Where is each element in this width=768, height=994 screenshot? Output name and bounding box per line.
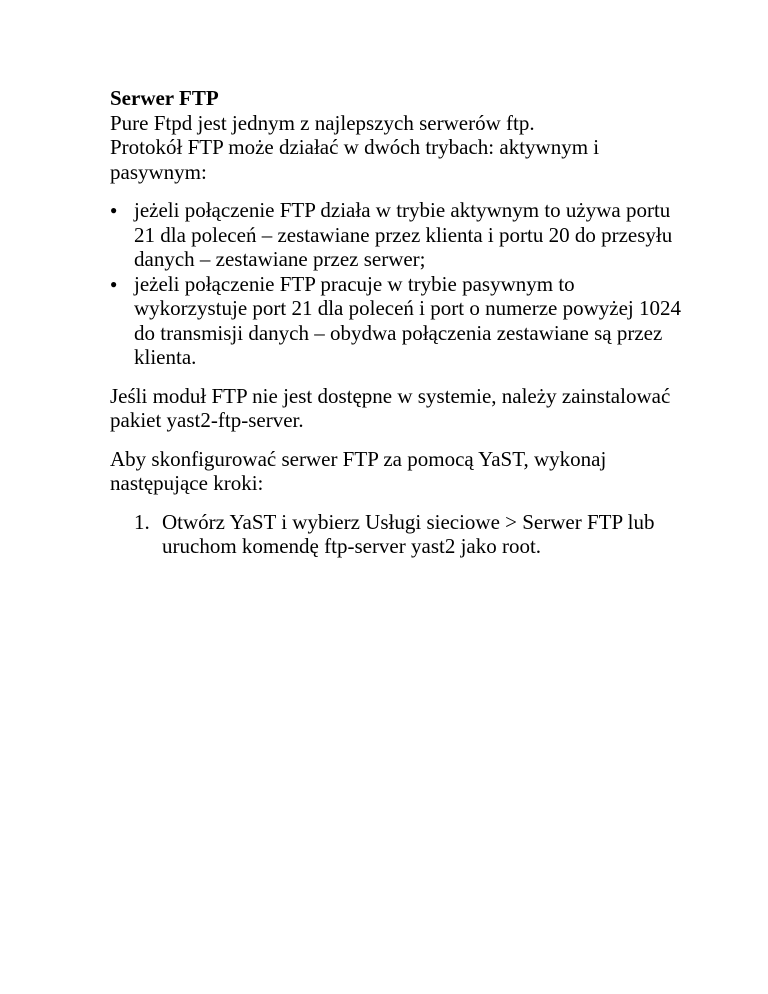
document-page — [110, 86, 690, 559]
list-item-text: jeżeli połączenie FTP pracuje w trybie pasywnym to wykorzystuje port 21 dla poleceń i port o numerze powyżej 1024 do transmisji danych – obydwa połączenia zestawiane są przez klienta. — [134, 271, 682, 369]
list-item-text: jeżeli połączenie FTP działa w trybie aktywnym to używa portu 21 dla poleceń – zestawiane przez klienta i portu 20 do przesyłu danych – zestawiane przez serwer; — [134, 198, 673, 271]
step-item — [110, 510, 690, 559]
steps-intro: Aby skonfigurować serwer FTP za pomocą YaST, wykonaj następujące kroki: — [110, 446, 607, 495]
step-text: Otwórz YaST i wybierz Usługi sieciowe > Serwer FTP lub uruchom komendę ftp-server yast2 jako root. — [162, 509, 655, 558]
protocol-modes-sentence: Protokół FTP może działać w dwóch trybach: aktywnym i pasywnym: — [110, 135, 600, 184]
intro-sentence: Pure Ftpd jest jednym z najlepszych serwerów ftp. — [110, 110, 535, 135]
list-item — [110, 272, 690, 370]
bullet-marker: ● — [110, 203, 118, 217]
list-item — [110, 198, 690, 272]
bullet-marker: ● — [110, 276, 118, 291]
ftp-modes-list — [110, 198, 690, 370]
module-note: Jeśli moduł FTP nie jest dostępne w systemie, należy zainstalować pakiet yast2-ftp-server. — [110, 383, 671, 432]
document-heading: Serwer FTP — [110, 86, 219, 110]
steps-list — [110, 510, 690, 559]
step-number: 1. — [134, 509, 150, 534]
